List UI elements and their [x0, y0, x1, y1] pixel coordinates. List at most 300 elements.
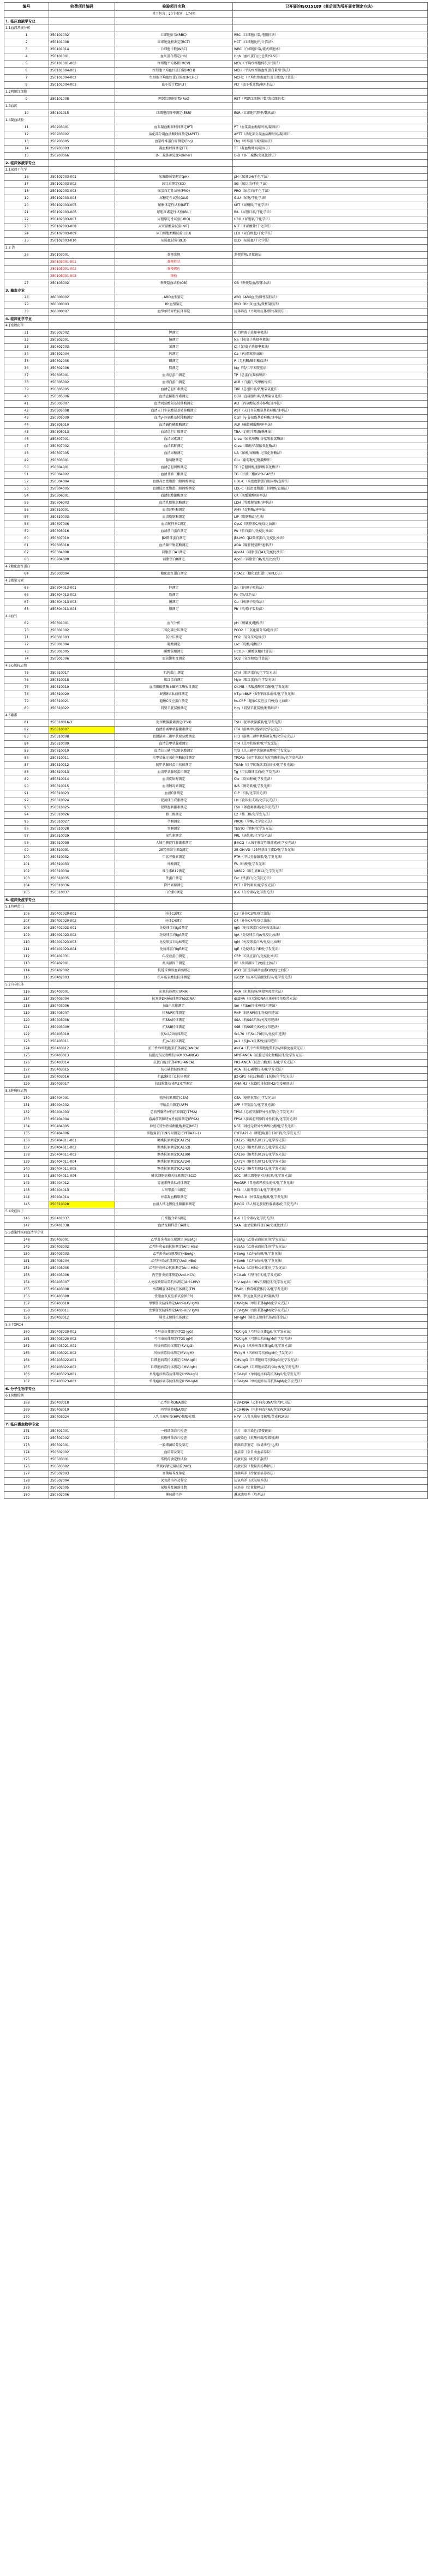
row-test-name: 尿比重测定(SG) — [115, 181, 233, 188]
row-test-name: 细胞角蛋白19片段测定(CYFRA21-1) — [115, 1130, 233, 1138]
row-fee-code: 250310029 — [49, 833, 115, 840]
row-test-name: 25羟基维生素D测定 — [115, 847, 233, 854]
row-fee-code: 250203001 — [49, 124, 115, 131]
row-accredited-method: TOX-IgG（弓形虫抗体IgG/化学发光法） — [233, 1329, 428, 1336]
subsection-title: 4.3微量元素 — [4, 578, 49, 585]
row-test-name: 尿亚硝酸盐试验(NIT) — [115, 223, 233, 231]
table-row — [4, 153, 428, 160]
row-fee-code: 250403014 — [49, 1060, 115, 1067]
row-number: 178 — [4, 1478, 49, 1485]
row-test-name: 铁测定 — [115, 592, 233, 599]
row-fee-code: 250304013-003 — [49, 599, 115, 606]
table-row — [4, 769, 428, 776]
row-fee-code: 260000002 — [49, 294, 115, 301]
row-fee-code: 250304013-004 — [49, 606, 115, 613]
table-row — [4, 181, 428, 188]
table-row — [4, 1336, 428, 1343]
subsection-row — [4, 564, 428, 571]
row-accredited-method: CRP（C反应蛋白/免疫比浊法） — [233, 953, 428, 960]
row-accredited-method: β2-MG（β2微球蛋白/免疫比浊法） — [233, 535, 428, 542]
table-row — [4, 1173, 428, 1180]
table-row — [4, 1464, 428, 1471]
row-fee-code: 250502004 — [49, 1478, 115, 1485]
row-fee-code: 250501001 — [49, 1428, 115, 1435]
row-fee-code: 250403012 — [49, 1045, 115, 1053]
row-fee-code: 250310021 — [49, 698, 115, 705]
row-test-name: 补体C3测定 — [115, 911, 233, 918]
row-test-name: 抗髓过氧化物酶抗体(MPO-ANCA) — [115, 1053, 233, 1060]
row-number: 111 — [4, 946, 49, 953]
row-number: 163 — [4, 1350, 49, 1357]
row-test-name: 风疹病毒抗体测定(RV-IgG) — [115, 1343, 233, 1350]
row-test-name: 血清高密度脂蛋白胆固醇测定 — [115, 479, 233, 486]
row-test-name: 抗心磷脂抗体测定 — [115, 1067, 233, 1074]
row-fee-code: 250301001 — [49, 620, 115, 627]
row-test-name: 血清总甲状腺素测定 — [115, 741, 233, 748]
row-fee-code: 250102003-002 — [49, 181, 115, 188]
table-row — [4, 868, 428, 875]
table-row — [4, 330, 428, 337]
row-accredited-method: CA242（糖类抗原242/化学发光法） — [233, 1166, 428, 1173]
row-accredited-method: TT3（总三碘甲状腺原氨酸/化学发光法） — [233, 748, 428, 755]
table-row — [4, 493, 428, 500]
row-test-name: 铅测定 — [115, 606, 233, 613]
table-row — [4, 925, 428, 932]
row-accredited-method: Hgb（血红蛋白/比色法/SLS法） — [233, 53, 428, 61]
table-row — [4, 436, 428, 443]
table-row — [4, 1449, 428, 1456]
row-number: 77 — [4, 684, 49, 691]
table-row — [4, 1010, 428, 1017]
row-accredited-method: HE4（人附睾蛋白4/化学发光法） — [233, 1187, 428, 1194]
subsection-title: 4.4血气 — [4, 613, 49, 620]
row-accredited-method: PT（血浆凝血酶原时间/凝固法） — [233, 124, 428, 131]
row-number: 16 — [4, 174, 49, 181]
row-test-name: 丙型肝炎RNA测定 — [115, 1407, 233, 1414]
row-accredited-method: Sm（抗Sm抗体/免疫印迹法） — [233, 1003, 428, 1010]
row-fee-code: 250303001 — [49, 457, 115, 464]
row-fee-code: 250502001 — [49, 1442, 115, 1449]
row-test-name: 白细胞介素6测定 — [115, 1216, 233, 1223]
row-number: 84 — [4, 741, 49, 748]
row-test-name: 血浆纤维蛋白原测定(Fbg) — [115, 138, 233, 146]
row-test-name: 抗甲状腺球蛋白抗体测定 — [115, 762, 233, 769]
row-accredited-method: ALT（丙氨酸氨基转移酶/速率法） — [233, 401, 428, 408]
row-accredited-method: TBil（总胆红素/钒酸盐氧化法） — [233, 386, 428, 394]
table-row — [4, 365, 428, 372]
row-accredited-method: HCT（红细胞比积/计算法） — [233, 39, 428, 46]
row-number: 19 — [4, 195, 49, 202]
row-number: 44 — [4, 422, 49, 429]
row-accredited-method: pH（酸碱度/电极法） — [233, 620, 428, 627]
table-row — [4, 528, 428, 535]
row-number: 71 — [4, 634, 49, 642]
row-number: 148 — [4, 1237, 49, 1244]
row-number: 162 — [4, 1343, 49, 1350]
row-number: 104 — [4, 882, 49, 890]
row-fee-code: 250310011 — [49, 755, 115, 762]
row-fee-code: 250310016-3 — [49, 719, 115, 727]
row-test-name: ABO血型鉴定 — [115, 294, 233, 301]
table-row — [4, 819, 428, 826]
row-number: 97 — [4, 833, 49, 840]
row-test-name: 血清直接胆红素测定 — [115, 394, 233, 401]
row-fee-code: 250310037 — [49, 890, 115, 897]
row-accredited-method: CYFRA21-1（细胞角蛋白19片段/化学发光法） — [233, 1130, 428, 1138]
row-number: 175 — [4, 1456, 49, 1464]
table-row — [4, 1265, 428, 1272]
row-number — [4, 273, 49, 280]
row-accredited-method: TPSA（总前列腺特异性抗原/化学发光法） — [233, 1109, 428, 1116]
row-test-name: 粪便颜色 — [115, 266, 233, 273]
row-fee-code: 250302001 — [49, 337, 115, 344]
row-fee-code: 250403022-002 — [49, 1364, 115, 1371]
row-number: 83 — [4, 734, 49, 741]
row-test-name: 免疫球蛋白IgE测定 — [115, 946, 233, 953]
subsection-title: 4.2糖化血红蛋白 — [4, 564, 49, 571]
row-fee-code: 250404003 — [49, 1109, 115, 1116]
row-number: 164 — [4, 1357, 49, 1364]
subsection-row — [4, 904, 428, 911]
row-test-name: 钙测定 — [115, 351, 233, 358]
row-test-name: 肺炎支原体抗体测定 — [115, 1315, 233, 1322]
row-test-name: 血红蛋白测定(Hb) — [115, 53, 233, 61]
table-row — [4, 1194, 428, 1201]
row-test-name: 血清肌酐测定 — [115, 443, 233, 450]
row-fee-code: 250310025 — [49, 805, 115, 812]
row-fee-code: 250103001-001 — [49, 259, 115, 266]
table-row — [4, 372, 428, 379]
section-title: 7. 临床微生物学专业 — [4, 1421, 49, 1428]
table-row — [4, 1293, 428, 1301]
subsection-row — [4, 1230, 428, 1237]
row-test-name: 糖类抗原测定(CA724) — [115, 1159, 233, 1166]
row-accredited-method: C4（补体C4/免疫比浊法） — [233, 918, 428, 925]
row-accredited-method: LDH（乳酸脱氢酶/速率法） — [233, 500, 428, 507]
subsection-row — [4, 613, 428, 620]
subsection-title: 5.3肿瘤标志物 — [4, 1088, 49, 1095]
subsection-title: 5.1特种蛋白 — [4, 904, 49, 911]
row-fee-code: 250502006 — [49, 1492, 115, 1499]
row-fee-code: 250501002 — [49, 1435, 115, 1442]
row-fee-code: 250403017 — [49, 1081, 115, 1088]
row-number: 92 — [4, 797, 49, 805]
row-accredited-method: 淋球菌培养（培养法） — [233, 1492, 428, 1499]
row-fee-code: 250404013 — [49, 1187, 115, 1194]
table-row — [4, 479, 428, 486]
row-test-name: 尿糖定性试验(GLU) — [115, 195, 233, 202]
table-row — [4, 996, 428, 1003]
row-accredited-method: HBeAb（乙肝e抗体/化学发光法） — [233, 1258, 428, 1265]
row-fee-code: 250403023-001 — [49, 1371, 115, 1378]
row-test-name: 尿胆红素定性试验(BIL) — [115, 209, 233, 216]
row-fee-code: 250401020-001 — [49, 911, 115, 918]
table-row — [4, 1187, 428, 1194]
row-number: 5 — [4, 61, 49, 68]
table-row — [4, 1378, 428, 1386]
row-fee-code: 250301003 — [49, 634, 115, 642]
row-fee-code: 250310017 — [49, 670, 115, 677]
row-accredited-method: PRO（尿蛋白/干化学法） — [233, 188, 428, 195]
row-test-name: 乙型肝炎e抗体测定(Anti-HBe) — [115, 1258, 233, 1265]
subsection-row — [4, 245, 428, 252]
row-test-name: 尿酮体定性试验(KET) — [115, 202, 233, 209]
row-fee-code: 250403007 — [49, 1279, 115, 1286]
row-test-name: 乙型肝炎DNA测定 — [115, 1400, 233, 1407]
row-number: 127 — [4, 1067, 49, 1074]
row-test-name: 巨细胞病毒抗体测定(CMV-IgG) — [115, 1357, 233, 1364]
row-number: 80 — [4, 705, 49, 712]
row-accredited-method: Cor（皮质醇/化学发光法） — [233, 776, 428, 783]
row-test-name: 血清碱性磷酸酶测定 — [115, 422, 233, 429]
row-number: 55 — [4, 500, 49, 507]
subsection-row — [4, 578, 428, 585]
row-fee-code: 250302004 — [49, 351, 115, 358]
row-accredited-method: HBcAb（乙肝核心抗体/化学发光法） — [233, 1265, 428, 1272]
table-row — [4, 1223, 428, 1230]
row-number: 152 — [4, 1265, 49, 1272]
table-row — [4, 698, 428, 705]
row-accredited-method: LH（黄体生成素/化学发光法） — [233, 797, 428, 805]
row-number: 82 — [4, 727, 49, 734]
row-fee-code: 250402002 — [49, 967, 115, 975]
row-number: 74 — [4, 656, 49, 663]
row-accredited-method: PO2（氧分压/电极法） — [233, 634, 428, 642]
row-fee-code: 250101014 — [49, 46, 115, 53]
row-test-name: 抗中性粒细胞胞浆抗体测定(ANCA) — [115, 1045, 233, 1053]
row-accredited-method: HCV-RNA（丙肝病毒RNA/荧光PCR法） — [233, 1407, 428, 1414]
table-row — [4, 1279, 428, 1286]
table-row — [4, 1138, 428, 1145]
row-test-name: 血清γ-谷氨酰基转移酶测定 — [115, 415, 233, 422]
section-row — [4, 1386, 428, 1393]
row-fee-code: 250403024 — [49, 1414, 115, 1421]
row-test-name: 乙型肝炎核心抗体测定(Anti-HBc) — [115, 1265, 233, 1272]
row-accredited-method: NSE（神经元特异性烯醇化酶/化学发光法） — [233, 1123, 428, 1130]
row-fee-code: 250404004 — [49, 1116, 115, 1123]
row-test-name: 肌红蛋白测定 — [115, 677, 233, 684]
row-accredited-method: PTH（甲状旁腺激素/化学发光法） — [233, 854, 428, 861]
row-fee-code: 250403001 — [49, 1237, 115, 1244]
row-number: 37 — [4, 372, 49, 379]
row-test-name: 抗β2糖蛋白1抗体测定 — [115, 1074, 233, 1081]
table-row — [4, 238, 428, 245]
row-test-name: 乙型肝炎表面抗原测定(HBsAg) — [115, 1237, 233, 1244]
subsection-title: 5.5感染性疾病血清学专业 — [4, 1230, 49, 1237]
table-row — [4, 1343, 428, 1350]
subsection-title: 1.4凝血试验 — [4, 117, 49, 124]
table-row — [4, 790, 428, 797]
table-row — [4, 1286, 428, 1293]
row-accredited-method: Tg（甲状腺球蛋白/化学发光法） — [233, 769, 428, 776]
row-test-name: 降钙素原测定 — [115, 882, 233, 890]
row-test-name: 血清丙氨酸氨基转移酶测定 — [115, 401, 233, 408]
row-test-name: 活化部分凝血活酶时间测定(APTT) — [115, 131, 233, 138]
row-test-name: 抗Scl-70抗体测定 — [115, 1031, 233, 1038]
table-row — [4, 1400, 428, 1407]
row-test-name: 糖类抗原测定(CA199) — [115, 1152, 233, 1159]
row-fee-code: 250403011 — [49, 1038, 115, 1045]
row-fee-code: 250404011-003 — [49, 1152, 115, 1159]
row-number: 145 — [4, 1201, 49, 1208]
row-fee-code: 250102003-006 — [49, 209, 115, 216]
row-fee-code: 250403023-002 — [49, 1378, 115, 1386]
table-row — [4, 890, 428, 897]
row-number: 41 — [4, 401, 49, 408]
row-fee-code: 250310001 — [49, 507, 115, 514]
row-fee-code: 250403013 — [49, 1053, 115, 1060]
subsection-title: 6.1核酸检测 — [4, 1393, 49, 1400]
row-accredited-method: HBV-DNA（乙肝病毒DNA/荧光PCR法） — [233, 1400, 428, 1407]
subsection-title: 5.2自身抗体 — [4, 982, 49, 989]
row-number: 105 — [4, 890, 49, 897]
row-fee-code: 250304001 — [49, 464, 115, 471]
row-accredited-method: Fbg（纤维蛋白原/凝固法） — [233, 138, 428, 146]
row-fee-code: 250502005 — [49, 1485, 115, 1492]
row-number: 79 — [4, 698, 49, 705]
row-test-name: 尿液酸碱度测定(pH) — [115, 174, 233, 181]
row-accredited-method: SG（尿比重/干化学法） — [233, 181, 428, 188]
row-accredited-method: SSB（抗SSB抗体/免疫印迹法） — [233, 1024, 428, 1031]
table-row — [4, 486, 428, 493]
row-fee-code: 250403018 — [49, 1400, 115, 1407]
row-accredited-method — [233, 273, 428, 280]
row-fee-code: 250401020-002 — [49, 918, 115, 925]
row-accredited-method: Fer（铁蛋白/化学发光法） — [233, 875, 428, 882]
table-row — [4, 1251, 428, 1258]
row-number: 76 — [4, 677, 49, 684]
table-row — [4, 805, 428, 812]
row-accredited-method: IgG（免疫球蛋白G/免疫比浊法） — [233, 925, 428, 932]
row-test-name: 抗蛋白酶3抗体(PR3-ANCA) — [115, 1060, 233, 1067]
table-row — [4, 1003, 428, 1010]
row-accredited-method: HCO3-（碳酸氢根/计算法） — [233, 649, 428, 656]
row-accredited-method: PA（前白蛋白/免疫比浊法） — [233, 528, 428, 535]
row-fee-code: 250310020 — [49, 691, 115, 698]
row-accredited-method: LIP（脂肪酶/比色法） — [233, 514, 428, 521]
table-row — [4, 656, 428, 663]
row-accredited-method: dsDNA（抗双链DNA抗体/间接免疫荧光法） — [233, 996, 428, 1003]
row-number: 173 — [4, 1442, 49, 1449]
test-items-table — [4, 2, 428, 1499]
row-fee-code: 250403010 — [49, 1031, 115, 1038]
row-number: 140 — [4, 1166, 49, 1173]
table-row — [4, 960, 428, 967]
row-fee-code: 250301004 — [49, 642, 115, 649]
row-fee-code: 250404006 — [49, 1130, 115, 1138]
row-fee-code: 250310019 — [49, 684, 115, 691]
row-fee-code: 250310008 — [49, 734, 115, 741]
row-accredited-method: FT3（游离三碘甲状腺原氨酸/化学发光法） — [233, 734, 428, 741]
table-row — [4, 1201, 428, 1208]
header-col-code: 收费项目编码 — [49, 3, 115, 11]
table-row — [4, 174, 428, 181]
row-number: 56 — [4, 507, 49, 514]
subsection-title: 5.4炎症因子 — [4, 1208, 49, 1216]
row-accredited-method: β-hCG（β人绒毛膜促性腺激素/化学发光法） — [233, 1201, 428, 1208]
table-row — [4, 457, 428, 464]
row-accredited-method: LDL-C（低密度脂蛋白胆固醇/直接法） — [233, 486, 428, 493]
table-row — [4, 514, 428, 521]
row-test-name: 红细胞计数(RBC) — [115, 32, 233, 39]
row-accredited-method: PCT（降钙素原/化学发光法） — [233, 882, 428, 890]
row-accredited-method: C3（补体C3/免疫比浊法） — [233, 911, 428, 918]
row-test-name: 血浆凝血酶原时间测定(PT) — [115, 124, 233, 131]
row-test-name: 白介素6测定 — [115, 890, 233, 897]
row-test-name: 红细胞平均血红蛋白量(MCH) — [115, 68, 233, 75]
row-accredited-method: TG（甘油三酯/GPO-PAP法） — [233, 471, 428, 479]
row-accredited-method: ProGRP（胃泌素释放肽前体/化学发光法） — [233, 1180, 428, 1187]
row-number: 48 — [4, 450, 49, 457]
row-accredited-method: ADA（腺苷脱氨酶/速率法） — [233, 542, 428, 549]
row-fee-code: 250310034 — [49, 868, 115, 875]
row-accredited-method: TGAb（抗甲状腺球蛋白抗体/化学发光法） — [233, 762, 428, 769]
row-fee-code: 250310026 — [49, 812, 115, 819]
table-row — [4, 1364, 428, 1371]
row-number: 59 — [4, 528, 49, 535]
row-fee-code: 250101008 — [49, 96, 115, 103]
row-number: 123 — [4, 1038, 49, 1045]
row-accredited-method: NIT（亚硝酸盐/干化学法） — [233, 223, 428, 231]
row-fee-code: 250403019 — [49, 1407, 115, 1414]
row-accredited-method: FPSA（游离前列腺特异性抗原/化学发光法） — [233, 1116, 428, 1123]
row-number: 143 — [4, 1187, 49, 1194]
row-number: 72 — [4, 642, 49, 649]
row-accredited-method: CA125（糖类抗原125/化学发光法） — [233, 1138, 428, 1145]
header-row — [4, 3, 428, 11]
row-test-name: 血清尿酸测定 — [115, 450, 233, 457]
table-row — [4, 1485, 428, 1492]
row-number: 174 — [4, 1449, 49, 1456]
row-accredited-method: RV-IgG（风疹病毒抗体IgG/化学发光法） — [233, 1343, 428, 1350]
row-test-name: 维生素B12测定 — [115, 868, 233, 875]
row-number: 66 — [4, 592, 49, 599]
table-row — [4, 131, 428, 138]
row-test-name: 血清人绒毛膜促性腺激素测定 — [115, 1201, 233, 1208]
row-fee-code: 250304005 — [49, 486, 115, 493]
row-number: 131 — [4, 1102, 49, 1109]
row-number: 11 — [4, 124, 49, 131]
subsection-row — [4, 89, 428, 96]
table-row — [4, 521, 428, 528]
table-row — [4, 1081, 428, 1088]
row-fee-code: 250302006 — [49, 365, 115, 372]
row-fee-code: 250403008 — [49, 1286, 115, 1293]
table-row — [4, 1237, 428, 1244]
row-number: 57 — [4, 514, 49, 521]
row-number: 26 — [4, 252, 49, 259]
subsection-row — [4, 1322, 428, 1329]
row-fee-code: 250403020-001 — [49, 1329, 115, 1336]
row-accredited-method: RNP（抗RNP抗体/免疫印迹法） — [233, 1010, 428, 1017]
row-fee-code: 250403015 — [49, 1067, 115, 1074]
row-number: 156 — [4, 1293, 49, 1301]
row-test-name: 血清甘油三酯测定 — [115, 471, 233, 479]
row-fee-code: 250103001-002 — [49, 266, 115, 273]
row-number: 149 — [4, 1244, 49, 1251]
table-row — [4, 1350, 428, 1357]
row-fee-code: 250503002 — [49, 1464, 115, 1471]
row-test-name: 血清总蛋白测定 — [115, 372, 233, 379]
row-number: 64 — [4, 571, 49, 578]
row-number: 113 — [4, 960, 49, 967]
row-fee-code: 250404014 — [49, 1194, 115, 1201]
row-fee-code: 250301006 — [49, 656, 115, 663]
row-number: 90 — [4, 783, 49, 790]
row-number: 85 — [4, 748, 49, 755]
subsection-row — [4, 1208, 428, 1216]
row-number: 106 — [4, 911, 49, 918]
